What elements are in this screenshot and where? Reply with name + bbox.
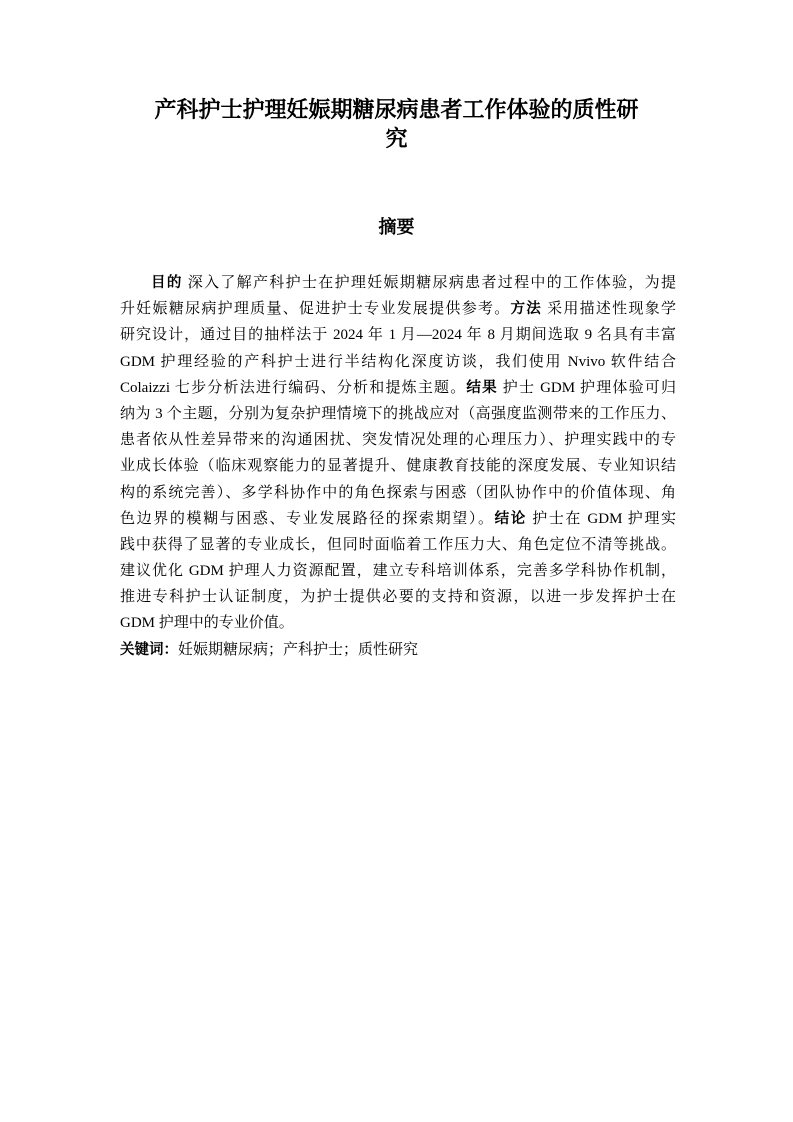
abstract-text: 推进专科护士认证制度，为护士提供必要的支持和资源，以进一步发挥护士在 — [120, 589, 676, 606]
abstract-line — [120, 558, 676, 584]
abstract-line — [120, 506, 676, 532]
abstract-line — [120, 480, 676, 506]
abstract-line — [120, 296, 676, 322]
paper-title — [100, 96, 693, 154]
abstract-text: 业成长体验（临床观察能力的显著提升、健康教育技能的深度发展、专业知识结 — [120, 458, 676, 475]
abstract-line — [120, 322, 676, 348]
abstract-line — [120, 349, 676, 375]
abstract-line — [120, 610, 676, 636]
abstract-body — [120, 270, 676, 663]
abstract-line — [120, 375, 676, 401]
abstract-line — [120, 270, 676, 296]
abstract-text: 升妊娠糖尿病护理质量、促进护士专业发展提供参考。 — [120, 301, 511, 318]
abstract-text: 纳为 3 个主题，分别为复杂护理情境下的挑战应对（高强度监测带来的工作压力、 — [120, 405, 676, 422]
abstract-text: 采用描述性现象学 — [542, 301, 676, 318]
abstract-text: 护士 GDM 护理体验可归 — [497, 379, 677, 396]
title-line: 产科护士护理妊娠期糖尿病患者工作体验的质性研 — [154, 98, 639, 123]
abstract-heading: 摘要 — [378, 217, 415, 238]
abstract-line — [120, 401, 676, 427]
abstract-line — [120, 532, 676, 558]
abstract-text: 构的系统完善）、多学科协作中的角色探索与困惑（团队协作中的价值体现、角 — [120, 484, 676, 501]
abstract-text: 研究设计，通过目的抽样法于 2024 年 1 月—2024 年 8 月期间选取 9 名具有丰富 — [120, 327, 676, 344]
abstract-line — [120, 427, 676, 453]
section-label: 方法 — [510, 301, 543, 318]
section-label: 结论 — [494, 510, 527, 527]
abstract-text: 建议优化 GDM 护理人力资源配置，建立专科培训体系，完善多学科协作机制， — [120, 563, 676, 580]
section-label: 结果 — [466, 379, 498, 396]
abstract-paragraph — [120, 270, 676, 637]
abstract-line — [120, 453, 676, 479]
abstract-line — [120, 584, 676, 610]
title-line: 究 — [385, 127, 408, 152]
keywords-line — [120, 637, 676, 663]
keywords-value: 妊娠期糖尿病；产科护士；质性研究 — [178, 641, 419, 658]
abstract-text: GDM 护理中的专业价值。 — [120, 615, 294, 632]
abstract-text: 护士在 GDM 护理实 — [526, 510, 676, 527]
abstract-text: 患者依从性差异带来的沟通困扰、突发情况处理的心理压力）、护理实践中的专 — [120, 432, 676, 449]
abstract-text: 色边界的模糊与困惑、专业发展路径的探索期望）。 — [120, 510, 495, 527]
section-label: 目的 — [151, 275, 183, 291]
abstract-text: GDM 护理经验的产科护士进行半结构化深度访谈，我们使用 Nvivo 软件结合 — [120, 353, 676, 370]
abstract-text: 践中获得了显著的专业成长，但同时面临着工作压力大、角色定位不清等挑战。 — [120, 536, 676, 553]
abstract-text: 深入了解产科护士在护理妊娠期糖尿病患者过程中的工作体验，为提 — [182, 275, 676, 291]
abstract-text: Colaizzi 七步分析法进行编码、分析和提炼主题。 — [120, 379, 467, 396]
keywords-label: 关键词： — [120, 641, 178, 658]
